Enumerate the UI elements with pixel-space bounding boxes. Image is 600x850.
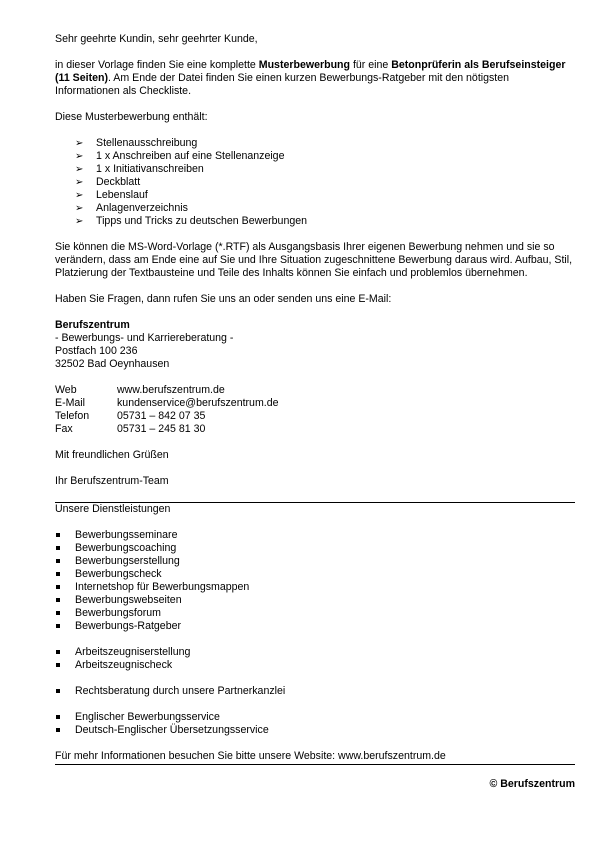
list-item: ➢ Anlagenverzeichnis bbox=[75, 202, 575, 215]
list-item: Arbeitszeugniserstellung bbox=[55, 646, 575, 659]
list-item: Arbeitszeugnischeck bbox=[55, 659, 575, 672]
company-subtitle: - Bewerbungs- und Karriereberatung - bbox=[55, 332, 234, 344]
services-list-1 bbox=[55, 529, 575, 633]
intro-paragraph bbox=[55, 59, 575, 98]
more-info: Für mehr Informationen besuchen Sie bitte unsere Website: www.berufszentrum.de bbox=[55, 750, 446, 762]
list-item: ➢ Tipps und Tricks zu deutschen Bewerbungen bbox=[75, 215, 575, 228]
copyright: © Berufszentrum bbox=[489, 778, 575, 790]
list-item: ➢ 1 x Anschreiben auf eine Stellenanzeige bbox=[75, 150, 575, 163]
divider-bottom bbox=[55, 764, 575, 765]
document-content bbox=[55, 33, 575, 791]
list-item: Bewerbungsforum bbox=[55, 607, 575, 620]
list-item: Bewerbungs-Ratgeber bbox=[55, 620, 575, 633]
intro-text-3: . Am Ende der Datei finden Sie einen kurzen Bewerbungs-Ratgeber mit den nötigsten Informationen als Checkliste. bbox=[55, 72, 510, 97]
usage-paragraph: Sie können die MS-Word-Vorlage (*.RTF) als Ausgangsbasis Ihrer eigenen Bewerbung nehmen und sie so verändern, dass am Ende eine auf Sie und Ihre Situation zugeschnittene Bewerbung daraus wird. Aufbau, Stil, Platzierung der Textbausteine und Teile des Inhalts können Sie einfach und problemlos übernehmen. bbox=[55, 241, 573, 279]
contact-value[interactable]: www.berufszentrum.de bbox=[117, 384, 225, 396]
contact-label: Fax bbox=[55, 423, 73, 435]
signature: Ihr Berufszentrum-Team bbox=[55, 475, 169, 487]
city: 32502 Bad Oeynhausen bbox=[55, 358, 170, 370]
questions-paragraph: Haben Sie Fragen, dann rufen Sie uns an oder senden uns eine E-Mail: bbox=[55, 293, 392, 305]
list-item: Rechtsberatung durch unsere Partnerkanzlei bbox=[55, 685, 575, 698]
postbox: Postfach 100 236 bbox=[55, 345, 138, 357]
intro-text-2: für eine bbox=[350, 59, 392, 71]
contact-row-web bbox=[55, 384, 575, 397]
intro-bold-2: Betonprüferin als Berufseinsteiger (11 Seiten) bbox=[55, 59, 566, 84]
contact-row-email bbox=[55, 397, 575, 410]
services-list-4 bbox=[55, 711, 575, 737]
divider-top bbox=[55, 488, 575, 503]
list-item: Englischer Bewerbungsservice bbox=[55, 711, 575, 724]
contact-row-fax bbox=[55, 423, 575, 436]
contact-value: 05731 – 245 81 30 bbox=[117, 423, 206, 435]
list-item: Internetshop für Bewerbungsmappen bbox=[55, 581, 575, 594]
services-list-2 bbox=[55, 646, 575, 672]
intro-text-1: in dieser Vorlage finden Sie eine komplette bbox=[55, 59, 259, 71]
services-list-3 bbox=[55, 685, 575, 698]
contents-heading: Diese Musterbewerbung enthält: bbox=[55, 111, 208, 123]
closing: Mit freundlichen Grüßen bbox=[55, 449, 169, 461]
contents-list bbox=[55, 137, 575, 228]
contact-label: Telefon bbox=[55, 410, 90, 422]
list-item: ➢ Lebenslauf bbox=[75, 189, 575, 202]
list-item: ➢ 1 x Initiativanschreiben bbox=[75, 163, 575, 176]
contact-label: Web bbox=[55, 384, 77, 396]
address-block bbox=[55, 319, 575, 371]
greeting: Sehr geehrte Kundin, sehr geehrter Kunde, bbox=[55, 33, 258, 45]
intro-bold-1: Musterbewerbung bbox=[258, 59, 350, 71]
contact-label: E-Mail bbox=[55, 397, 86, 409]
list-item: Bewerbungsseminare bbox=[55, 529, 575, 542]
contact-row-phone bbox=[55, 410, 575, 423]
contact-block bbox=[55, 384, 575, 436]
list-item: Bewerbungscheck bbox=[55, 568, 575, 581]
services-heading: Unsere Dienstleistungen bbox=[55, 503, 171, 515]
contact-value[interactable]: kundenservice@berufszentrum.de bbox=[117, 397, 279, 409]
list-item: Bewerbungscoaching bbox=[55, 542, 575, 555]
contact-value: 05731 – 842 07 35 bbox=[117, 410, 206, 422]
list-item: Deutsch-Englischer Übersetzungsservice bbox=[55, 724, 575, 737]
list-item: ➢ Stellenausschreibung bbox=[75, 137, 575, 150]
list-item: ➢ Deckblatt bbox=[75, 176, 575, 189]
list-item: Bewerbungserstellung bbox=[55, 555, 575, 568]
list-item: Bewerbungswebseiten bbox=[55, 594, 575, 607]
company-name: Berufszentrum bbox=[55, 319, 130, 331]
